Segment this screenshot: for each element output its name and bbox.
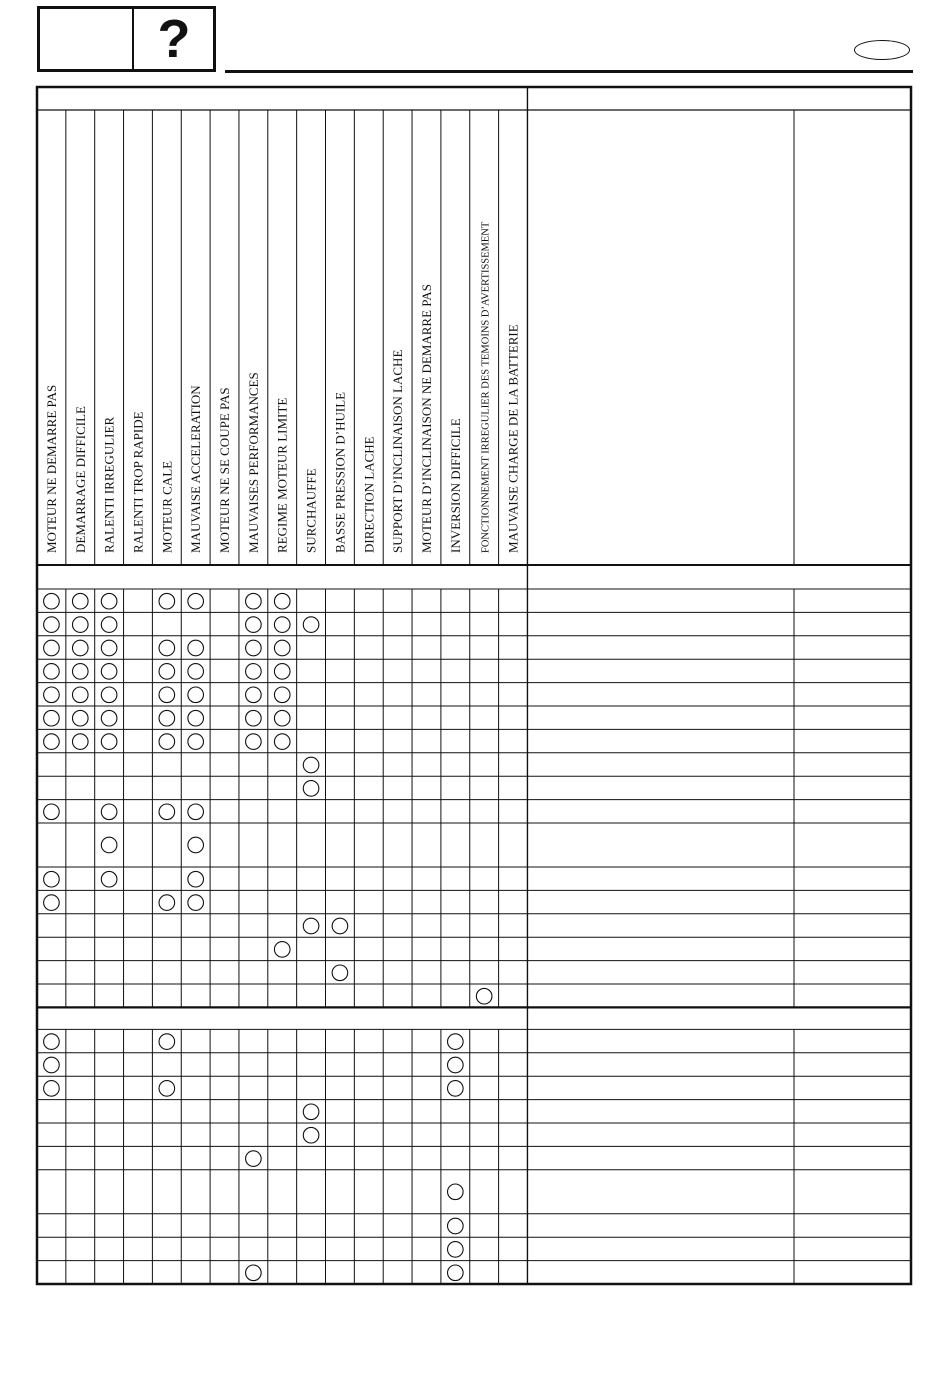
column-header-label: MOTEUR CALE [159, 460, 175, 553]
circle-mark [44, 640, 60, 656]
circle-mark [274, 710, 290, 726]
circle-mark [159, 734, 175, 750]
column-header-label: RALENTI IRREGULIER [101, 416, 117, 553]
circle-mark [44, 734, 60, 750]
circle-mark [188, 837, 204, 853]
circle-mark [101, 871, 117, 887]
column-header-label: MOTEUR NE SE COUPE PAS [217, 387, 233, 553]
circle-mark [274, 942, 290, 958]
circle-mark [188, 710, 204, 726]
circle-mark [332, 918, 348, 934]
circle-mark [159, 687, 175, 703]
circle-mark [476, 988, 492, 1004]
circle-mark [188, 871, 204, 887]
circle-mark [44, 687, 60, 703]
circle-mark [101, 593, 117, 609]
circle-mark [159, 895, 175, 911]
circle-mark [246, 593, 262, 609]
column-header-label: MOTEUR D’INCLINAISON NE DEMARRE PAS [418, 284, 434, 553]
circle-mark [188, 593, 204, 609]
circle-mark [303, 757, 319, 773]
circle-mark [448, 1081, 464, 1097]
circle-mark [188, 687, 204, 703]
circle-mark [72, 640, 88, 656]
circle-mark [246, 687, 262, 703]
circle-mark [274, 593, 290, 609]
circle-mark [159, 804, 175, 820]
circle-mark [188, 734, 204, 750]
column-header-label: INVERSION DIFFICILE [447, 418, 463, 553]
circle-mark [159, 1081, 175, 1097]
circle-mark [448, 1265, 464, 1281]
column-header-label: FONCTIONNEMENT IRREGULIER DES TEMOINS D’AVERTISSEMENT [480, 221, 492, 553]
column-header-label: RALENTI TROP RAPIDE [130, 411, 146, 553]
circle-mark [101, 804, 117, 820]
circle-mark [44, 710, 60, 726]
circle-mark [44, 804, 60, 820]
circle-mark [246, 617, 262, 633]
circle-mark [44, 895, 60, 911]
circle-mark [246, 1265, 262, 1281]
circle-mark [72, 617, 88, 633]
circle-mark [274, 687, 290, 703]
circle-mark [303, 1127, 319, 1143]
column-header-label: SUPPORT D’INCLINAISON LACHE [390, 349, 406, 553]
question-mark-icon: ? [157, 9, 191, 69]
circle-mark [72, 593, 88, 609]
circle-mark [303, 617, 319, 633]
circle-mark [274, 664, 290, 680]
circle-mark [101, 687, 117, 703]
circle-mark [44, 871, 60, 887]
circle-mark [101, 734, 117, 750]
circle-mark [188, 895, 204, 911]
column-header-label: MAUVAISES PERFORMANCES [245, 372, 261, 553]
circle-mark [246, 710, 262, 726]
circle-mark [101, 710, 117, 726]
circle-mark [303, 1104, 319, 1120]
circle-mark [159, 664, 175, 680]
circle-mark [159, 593, 175, 609]
circle-mark [101, 640, 117, 656]
circle-mark [159, 1034, 175, 1050]
circle-mark [448, 1057, 464, 1073]
circle-mark [72, 734, 88, 750]
circle-mark [274, 617, 290, 633]
circle-mark [448, 1184, 464, 1200]
circle-mark [101, 617, 117, 633]
circle-mark [303, 781, 319, 797]
circle-mark [159, 710, 175, 726]
circle-mark [448, 1218, 464, 1234]
circle-mark [44, 664, 60, 680]
circle-mark [188, 640, 204, 656]
circle-mark [246, 640, 262, 656]
circle-mark [72, 664, 88, 680]
circle-mark [44, 1081, 60, 1097]
column-header-label: DIRECTION LACHE [361, 436, 377, 553]
column-header-label: BASSE PRESSION D’HUILE [332, 391, 348, 553]
circle-mark [332, 965, 348, 981]
circle-mark [274, 734, 290, 750]
circle-mark [274, 640, 290, 656]
circle-mark [44, 1057, 60, 1073]
column-header-label: DEMARRAGE DIFFICILE [72, 406, 88, 553]
circle-mark [72, 710, 88, 726]
circle-mark [72, 687, 88, 703]
column-header-label: REGIME MOTEUR LIMITE [274, 397, 290, 553]
table-frame [37, 87, 911, 1284]
column-header-label: MAUVAISE CHARGE DE LA BATTERIE [505, 324, 521, 553]
circle-mark [188, 804, 204, 820]
circle-mark [159, 640, 175, 656]
column-header-label: MAUVAISE ACCELERATION [188, 385, 204, 553]
circle-mark [44, 617, 60, 633]
circle-mark [101, 837, 117, 853]
circle-mark [44, 1034, 60, 1050]
circle-mark [303, 918, 319, 934]
circle-mark [246, 734, 262, 750]
circle-mark [101, 664, 117, 680]
circle-mark [448, 1242, 464, 1258]
circle-mark [188, 664, 204, 680]
circle-mark [448, 1034, 464, 1050]
circle-mark [44, 593, 60, 609]
column-header-label: MOTEUR NE DEMARRE PAS [43, 384, 59, 553]
circle-mark [246, 1151, 262, 1167]
circle-mark [246, 664, 262, 680]
column-header-label: SURCHAUFFE [303, 468, 319, 553]
